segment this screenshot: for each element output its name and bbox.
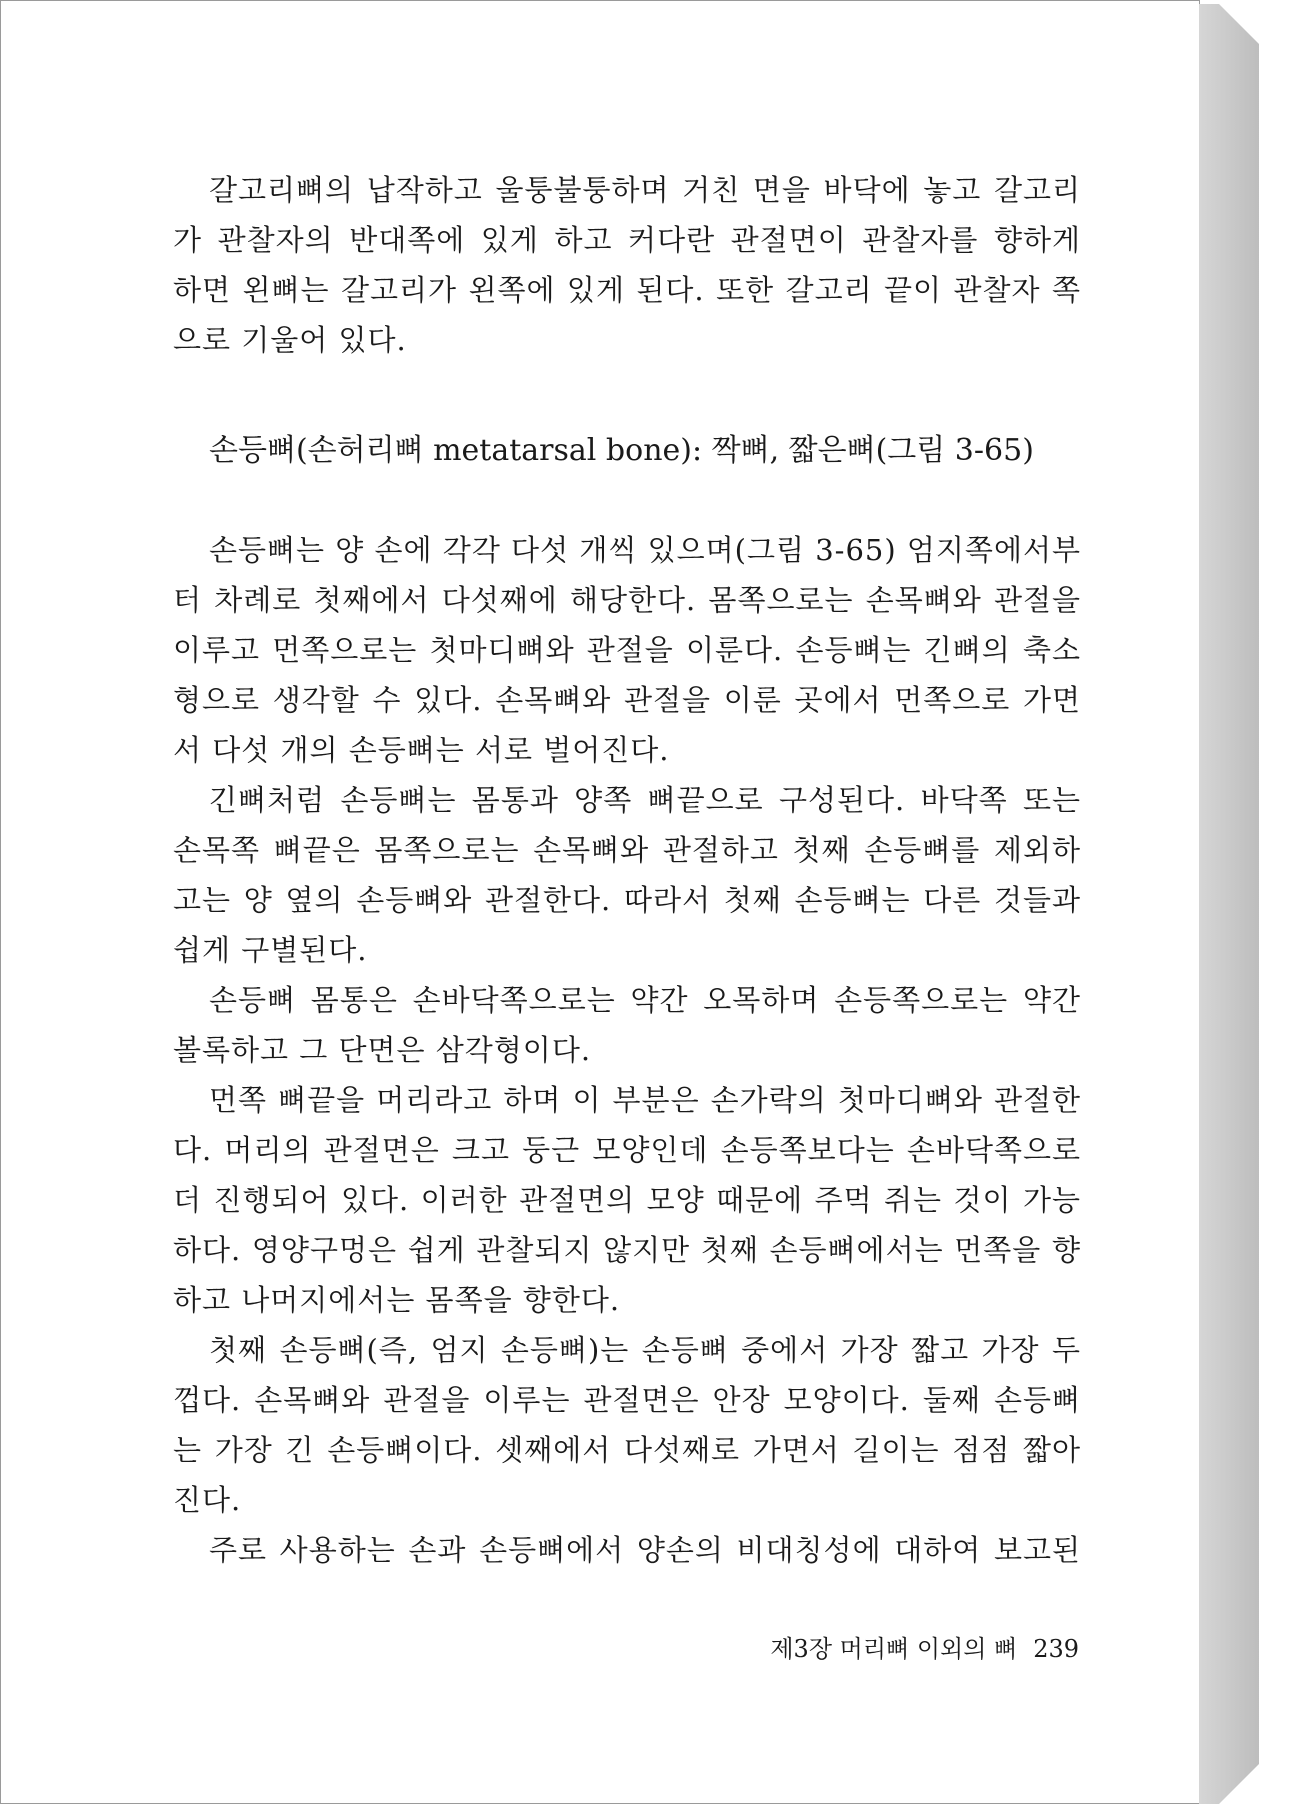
text-line: 진다.	[173, 1483, 242, 1517]
text-line: 다. 머리의 관절면은 크고 둥근 모양인데 손등쪽보다는 손바닥쪽으로	[173, 1133, 1081, 1167]
body-text	[173, 525, 1081, 1575]
text-line: 갈고리뼈의 납작하고 울퉁불퉁하며 거친 면을 바닥에 놓고 갈고리	[209, 173, 1081, 207]
text-line: 주로 사용하는 손과 손등뼈에서 양손의 비대칭성에 대하여 보고된	[209, 1533, 1081, 1567]
text-line: 먼쪽 뼈끝을 머리라고 하며 이 부분은 손가락의 첫마디뼈와 관절한	[209, 1083, 1081, 1117]
text-line: 쉽게 구별된다.	[173, 933, 368, 967]
section-heading: 손등뼈(손허리뼈 metatarsal bone): 짝뼈, 짧은뼈(그림 3-65)	[209, 433, 1034, 468]
text-line: 서 다섯 개의 손등뼈는 서로 벌어진다.	[173, 733, 670, 767]
text-line: 터 차례로 첫째에서 다섯째에 해당한다. 몸쪽으로는 손목뼈와 관절을	[173, 583, 1081, 617]
text-line: 첫째 손등뼈(즉, 엄지 손등뼈)는 손등뼈 중에서 가장 짧고 가장 두	[209, 1333, 1081, 1367]
text-line: 하면 왼뼈는 갈고리가 왼쪽에 있게 된다. 또한 갈고리 끝이 관찰자 쪽	[173, 273, 1081, 307]
text-line: 껍다. 손목뼈와 관절을 이루는 관절면은 안장 모양이다. 둘째 손등뼈	[173, 1383, 1081, 1417]
page-footer	[741, 1629, 1079, 1669]
text-line: 하다. 영양구멍은 쉽게 관찰되지 않지만 첫째 손등뼈에서는 먼쪽을 향	[173, 1233, 1081, 1267]
text-line: 더 진행되어 있다. 이러한 관절면의 모양 때문에 주먹 쥐는 것이 가능	[173, 1183, 1081, 1217]
text-line: 볼록하고 그 단면은 삼각형이다.	[173, 1033, 592, 1067]
text-line: 손목쪽 뼈끝은 몸쪽으로는 손목뼈와 관절하고 첫째 손등뼈를 제외하	[173, 833, 1081, 867]
text-line: 하고 나머지에서는 몸쪽을 향한다.	[173, 1283, 621, 1317]
text-line: 는 가장 긴 손등뼈이다. 셋째에서 다섯째로 가면서 길이는 점점 짧아	[173, 1433, 1081, 1467]
text-line: 고는 양 옆의 손등뼈와 관절한다. 따라서 첫째 손등뼈는 다른 것들과	[173, 883, 1081, 917]
book-page-edge	[1199, 4, 1259, 1804]
text-line: 으로 기울어 있다.	[173, 323, 407, 357]
text-line: 형으로 생각할 수 있다. 손목뼈와 관절을 이룬 곳에서 먼쪽으로 가면	[173, 683, 1081, 717]
text-line: 손등뼈는 양 손에 각각 다섯 개씩 있으며(그림 3-65) 엄지쪽에서부	[209, 533, 1081, 567]
paragraph-hamate-orientation	[173, 165, 1081, 365]
text-line: 이루고 먼쪽으로는 첫마디뼈와 관절을 이룬다. 손등뼈는 긴뼈의 축소	[173, 633, 1081, 667]
page-number: 239	[1033, 1635, 1079, 1663]
text-line: 가 관찰자의 반대쪽에 있게 하고 커다란 관절면이 관찰자를 향하게	[173, 223, 1081, 257]
text-line: 손등뼈 몸통은 손바닥쪽으로는 약간 오목하며 손등쪽으로는 약간	[209, 983, 1081, 1017]
chapter-title: 제3장 머리뼈 이외의 뼈	[770, 1635, 1018, 1663]
text-line: 긴뼈처럼 손등뼈는 몸통과 양쪽 뼈끝으로 구성된다. 바닥쪽 또는	[209, 783, 1081, 817]
